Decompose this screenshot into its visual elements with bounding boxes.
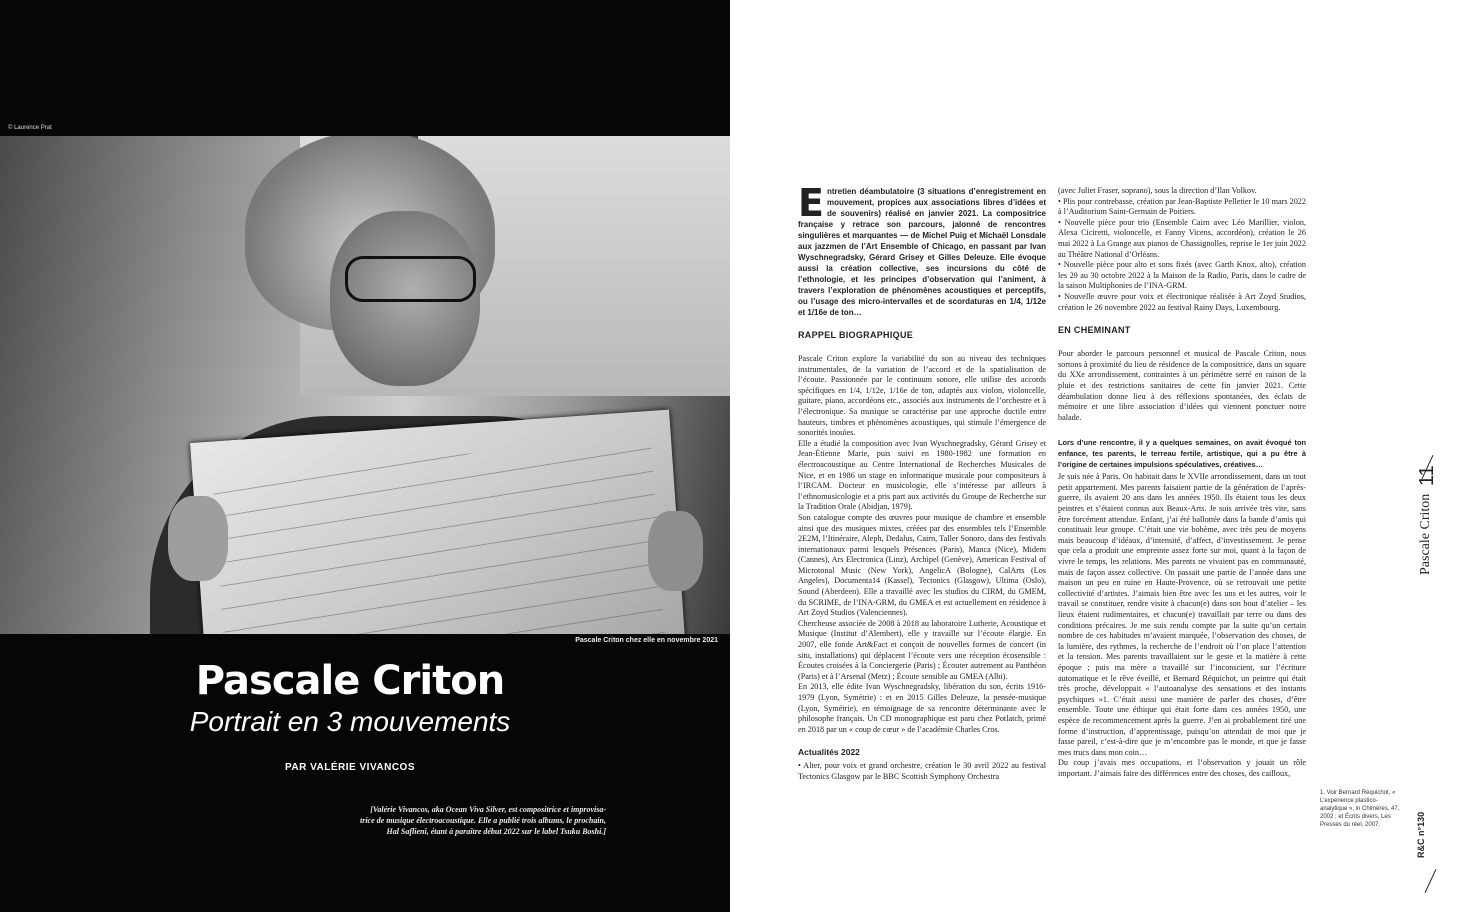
article-title: Pascale Criton: [195, 658, 505, 704]
author-byline: PAR VALÉRIE VIVANCOS: [284, 762, 415, 773]
paragraph: En 2013, elle édite Ivan Wyschnegradsky, libération du son, écrits 1916-1979 (Lyon, Symétrie) : et en 2015 Gilles Deleuze, la pensée-musique (Lyon, Symétrie), en témoignage de sa rencontre déterminante avec le philosophe français. Un CD monographique est paru chez Potlatch, primé en 2018 par un « coup de cœur » de l’académie Charles Cros.: [798, 682, 1046, 734]
music-score-sheet: [190, 410, 690, 634]
section-heading-walk: EN CHEMINANT: [1058, 325, 1131, 336]
paragraph: Je suis née à Paris. On habitait dans le XVIIe arrondissement, dans un tout petit appartement. Mes parents faisaient partie de la génération de l’après-guerre, ils avaient 20 ans dans les années 1950. Ils étaient tous les deux peintres et s’étaient connus aux Beaux-Arts. Je suis arrivée très vite, sans être forcément attendue. Enfant, j’ai été ballottée dans la bande d’amis qui constituait leur groupe. C’était une vie bohème, avec très peu de moyens mais beaucoup d’idéaux, d’intensité, d’affect, d’investissement. Je pense que cela a produit une empreinte assez forte sur moi, quant à la façon de vivre le temps, les relations. Mes parents ne vivaient pas en communauté, mais de façon assez collective. On passait une partie de l’année dans une maison un peu en ruine en Haute-Provence, où se retrouvait une petite collectivité d’artistes. J’aimais bien être avec les uns et les autres, voir le travail se constituer, rendre visite à chacun(e) dans son bout d’atelier – les lieux étaient rudimentaires, et chacun(e) travaillait par terre ou dans des conditions précaires. Je me suis rendu compte par la suite qu’un certain nombre de ces habitudes m’avaient marquée, l’observation des choses, de la lumière, des rythmes, la recherche de l’endroit où l’on place l’attention et la tension. Mes parents travaillaient sur le geste et la matière à cette époque ; puis ma mère a travaillé sur l’inconscient, sur l’écriture automatique et le rêve éveillé, et Bernard Réquichot, un peintre qui était très proche, développait « l’autoanalyse des sensations et des instants psychiques »1. C’était aussi une manière de parler des choses, d’être ensemble. Toute une éthique qui était forte dans ces années 1950, une espèce de recommencement après la guerre. J’en ai probablement tiré une forme d’instruction, d’apprentissage, puisqu’on attendait de moi que je fasse pareil, c’est-à-dire que je m’encombre pas le monde, et que je fasse mes trucs dans mon coin…: [1058, 472, 1306, 757]
interview-question: Lors d’une rencontre, il y a quelques semaines, on avait évoqué ton enfance, tes parents, le terreau fertile, artistique, qui a pu être à l’origine de certaines impulsions spéculatives, créatives…: [1058, 438, 1306, 470]
news-item: • Nouvelle œuvre pour voix et électronique réalisée à Art Zoyd Studios, création le 26 novembre 2022 au festival Rainy Days, Luxembourg.: [1058, 291, 1306, 312]
page-number: 11: [1416, 465, 1438, 486]
paragraph: Pour aborder le parcours personnel et musical de Pascale Criton, nous sortons à proximité du lieu de résidence de la compositrice, dans un square du XXe arrondissement, contraintes à un périmètre serré en raison de la pluie et des restrictions sanitaires de cette fin janvier 2021. Cette déambulation donne lieu à des réflexions spontanées, des éclats de mémoire et une libre association d’idées qui viennent ponctuer notre balade.: [1058, 349, 1306, 422]
subheading-news: Actualités 2022: [798, 747, 860, 758]
paragraph: Elle a étudié la composition avec Ivan Wyschnegradsky, Gérard Grisey et Jean-Étienne Marie, puis suivi en 1980-1982 une formation en électroacoustique au Centre International de Recherches Musicales de Nice, et en 1986 un stage en informatique musicale pour compositeurs à l’IRCAM. Docteur en musicologie, elle s’intéresse par ailleurs à l’ethnomusicologie et a pris part aux activités du Groupe de Recherche sur la Tradition Orale (Abidjan, 1979).: [798, 438, 1046, 512]
news-item: • Plis pour contrebasse, création par Jean-Baptiste Pelletier le 10 mars 2022 à l’Auditorium Saint-Germain de Poitiers.: [1058, 196, 1306, 217]
news-item-cont: (avec Juliet Fraser, soprano), sous la direction d’Ilan Volkov.: [1058, 186, 1257, 195]
paragraph: Pascale Criton explore la variabilité du son au niveau des techniques instrumentales, de la variation de l’accord et de la spatialisation de l’écoute. Passionnée par le continuum sonore, elle utilise des accords spécifiques en 1/4, 1/12e, 1/16e de ton, adaptés aux violon, violoncelle, guitare, piano, accordéons etc., associés aux instruments de l’orchestre et à l’électronique. Sa musique se caractérise par une approche ductile entre hauteurs, timbres et phénomènes acoustiques, qui stimule l’émergence de sonorités inouïes.: [798, 354, 1046, 438]
author-note: [Valérie Vivancos, aka Ocean Viva Silver, est compositrice et improvisa- trice de musique électroacoustique. Elle a publié trois albums, le prochain, Hal Saflieni, étant à paraître début 2022 sur le label Tsuku Boshi.]: [359, 805, 606, 836]
paragraph: Du coup j’avais mes occupations, et l’observation y jouait un rôle important. J’aimais faire des différences entre des choses, des cailloux,: [1058, 758, 1306, 778]
news-item: • Nouvelle pièce pour alto et sons fixés (avec Garth Knox, alto), création les 29 au 30 octobre 2022 à la Maison de la Radio, Paris, dans le cadre de la saison Multiphonies de l’INA-GRM.: [1058, 260, 1306, 291]
drop-cap: E: [798, 181, 824, 225]
right-page: Entretien déambulatoire (3 situations d’enregistrement en mouvement, propices aux associations libres d’idées et de souvenirs) réalisé en janvier 2021. La compositrice française y retrace son parcours, jalonné de rencontres singulières et marquantes — de Michel Puig et Michaël Lonsdale aux jazzmen de l’Art Ensemble of Chicago, en passant par Ivan Wyschnegradsky, Gérard Grisey et Gilles Deleuze. Elle évoque aussi la création collective, ses incursions du côté de l’ethnologie, et les principes d’observation qui l’animent, à travers l’exploration de phénomènes acoustiques et perceptifs, ou l’usage des micro-intervalles et de scordaturas en 1/4, 1/12e et 1/16e de ton… RAPPEL BIOGRAPHIQUE Pascale Criton explore la variabilité du son au niveau des techniques instrumentales, de la variation de l’accord et de la spatialisation de l’écoute. Passionnée par le continuum sonore, elle utilise des accords spécifiques en 1/4, 1/12e, 1/16e de ton, adaptés aux violon, violoncelle, guitare, piano, accordéons etc., associés aux instruments de l’orchestre et à l’électronique. Sa musique se caractérise par une approche ductile entre hauteurs, timbres et phénomènes acoustiques, qui stimule l’émergence de sonorités inouïes. Elle a étudié la composition avec Ivan Wyschnegradsky, Gérard Grisey et Jean-Étienne Marie, puis suivi en 1980-1982 une formation en électroacoustique au Centre International de Recherches Musicales de Nice, et en 1986 un stage en informatique musicale pour compositeurs à l’IRCAM. Docteur en musicologie, elle s’intéresse par ailleurs à l’ethnomusicologie et a pris part aux activités du Groupe de Recherche sur la Tradition Orale (Abidjan, 1979). Son catalogue compte des œuvres pour musique de chambre et ensemble ainsi que des musiques mixtes, créées par des ensembles tels l’Ensemble 2E2M, l’Itinéraire, Aleph, Dedalus, Cairn, Taller Sonoro, dans des festivals internationaux parmi lesquels Présences (Paris), Manca (Nice), Midem (Cannes), Ars Electronica (Linz), Archipel (Genève), American Festival of Microtonal Music (New York), AngelicA (Bologne), CalArts (Los Angeles), Documenta14 (Kassel), Tectonics (Glasgow), Ultima (Oslo), Sound (Aberdeen). Elle a travaillé avec les studios du CIRM, du GMEM, du SCRIME, de l’INA-GRM, du GMEA et est actuellement en résidence à Art Zoyd Studios (Valenciennes). Chercheuse associée de 2008 à 2018 au laboratoire Lutherie, Acoustique et Musique (Institut d’Alembert), elle y travaille sur l’écoute élargie. En 2007, elle fonde Art&Fact et conçoit de nouvelles formes de concert (in situ, installations) qui déplacent l’écoute vers une réception écosensible : Écoutes croisées à la Conciergerie (Paris) ; Écouter autrement au Panthéon (Paris) et à l’Arsenal (Metz) ; Écoute sensible au GMEA (Albi). En 2013, elle édite Ivan Wyschnegradsky, libération du son, écrits 1916-1979 (Lyon, Symétrie) : et en 2015 Gilles Deleuze, la pensée-musique (Lyon, Symétrie), en témoignage de sa rencontre déterminante avec le philosophe français. Un CD monographique est paru chez Potlatch, primé en 2018 par un « coup de cœur » de l’académie Charles Cros. Actualités 2022 • Alter, pour voix et grand orchestre, création le 30 avril 2022 au festival Tectonics Glasgow par le BBC Scottish Symphony Orchestra (avec Juliet Fraser, soprano), sous la direction d’Ilan Volkov. • Plis pour contrebasse, création par Jean-Baptiste Pelletier le 10 mars 2022 à l’Auditorium Saint-Germain de Poitiers. • Nouvelle pièce pour trio (Ensemble Cairn avec Léo Marillier, violon, Alexa Ciciretti, violoncelle, et Fanny Vicens, accordéon), création le 26 mai 2022 à La Grange aux pianos de Chassignolles, reprise le 1er juin 2022 au Théâtre National d’Orléans. • Nouvelle pièce pour alto et sons fixés (avec Garth Knox, alto), création les 29 au 30 octobre 2022 à la Maison de la Radio, Paris, dans le cadre de la saison Multiphonies de l’INA-GRM. • Nouvelle œuvre pour voix et électronique réalisée à Art Zoyd Studios, création le 26 novembre 2022 au festival Rainy Days, Luxembourg. EN CHEMINANT Pour aborder le parcours personnel et musical de Pascale Criton, nous sortons à proximité du lieu de résidence de la compositrice, dans un square du XXe arrondissement, contraintes à un périmètre serré en raison de la pluie et des restrictions sanitaires de cette fin janvier 2021. Cette déambulation donne lieu à des réflexions spontanées, des éclats de mémoire et une libre association d’idées qui viennent ponctuer notre balade. Lors d’une rencontre, il y a quelques semaines, on avait évoqué ton enfance, tes parents, le terreau fertile, artistique, qui a pu être à l’origine de certaines impulsions spéculatives, créatives… Je suis née à Paris. On habitait dans le XVIIe arrondissement, dans un tout petit appartement. Mes parents faisaient partie de la génération de l’après-guerre, ils avaient 20 ans dans les années 1950. Ils étaient tous les deux peintres et s’étaient connus aux Beaux-Arts. Je suis arrivée très vite, sans être forcément attendue. Enfant, j’ai été ballottée dans la bande d’amis qui constituait leur groupe. C’était une vie bohème, avec très peu de moyens mais beaucoup d’idéaux, d’intensité, d’affect, d’investissement. Je pense que cela a produit une empreinte assez forte sur moi, quant à la façon de vivre le temps, les relations. Mes parents ne vivaient pas en communauté, mais de façon assez collective. On passait une partie de l’année dans une maison un peu en ruine en Haute-Provence, où se retrouvait une petite collectivité d’artistes. J’aimais bien être avec les uns et les autres, voir le travail se constituer, rendre visite à chacun(e) dans son bout d’atelier – les lieux étaient rudimentaires, et chacun(e) travaillait par terre ou dans des conditions précaires. Je me suis rendu compte par la suite qu’un certain nombre de ces habitudes m’avaient marquée, l’observation des choses, de la lumière, des rythmes, la recherche de l’endroit où l’on place l’attention et la tension. Mes parents travaillaient sur le geste et la matière à cette époque ; puis ma mère a travaillé sur l’inconscient, sur l’écriture automatique et le rêve éveillé, et Bernard Réquichot, un peintre qui était très proche, développait « l’autoanalyse des sensations et des instants psychiques »1. C’était aussi une manière de parler des choses, d’être ensemble. Toute une éthique qui était forte dans ces années 1950, une espèce de recommencement après la guerre. J’en ai probablement tiré une forme d’instruction, d’apprentissage, puisqu’on attendait de moi que je fasse pareil, c’est-à-dire que je m’encombre pas le monde, et que je fasse mes trucs dans mon coin… Du coup j’avais mes occupations, et l’observation y jouait un rôle important. J’aimais faire des différences entre des choses, des cailloux, 1. Voir Bernard Réquichot, « L’expérience plastico-analytique », in Chimères, 47, 2002 ; et Écrits divers, Les Presses du réel, 2007. 11 Pascale Criton R&C n°130: [730, 0, 1460, 912]
glasses-icon: [345, 256, 476, 302]
divider-slash: [1425, 869, 1437, 893]
footnote: 1. Voir Bernard Réquichot, « L’expérience plastico-analytique », in Chimères, 47, 2002 ; et Écrits divers, Les Presses du réel, 2007.: [1320, 790, 1400, 828]
intro-paragraph: Entretien déambulatoire (3 situations d’enregistrement en mouvement, propices aux associations libres d’idées et de souvenirs) réalisé en janvier 2021. La compositrice française y retrace son parcours, jalonné de rencontres singulières et marquantes — de Michel Puig et Michaël Lonsdale aux jazzmen de l’Art Ensemble of Chicago, en passant par Ivan Wyschnegradsky, Gérard Grisey et Gilles Deleuze. Elle évoque aussi la création collective, ses incursions du côté de l’ethnologie, et les principes d’observation qui l’animent, à travers l’exploration de phénomènes acoustiques et perceptifs, ou l’usage des micro-intervalles et de scordaturas en 1/4, 1/12e et 1/16e de ton…: [798, 181, 1046, 317]
photo-caption: Pascale Criton chez elle en novembre 2021: [575, 637, 718, 644]
photo-credit: © Laurence Prat: [8, 125, 52, 131]
section-heading-bio: RAPPEL BIOGRAPHIQUE: [798, 330, 914, 340]
news-item: • Alter, pour voix et grand orchestre, création le 30 avril 2022 au festival Tectonics Glasgow par le BBC Scottish Symphony Orchestra: [798, 761, 1046, 781]
text-column-1: [798, 181, 1046, 783]
paragraph: Son catalogue compte des œuvres pour musique de chambre et ensemble ainsi que des musiques mixtes, créées par des ensembles tels l’Ensemble 2E2M, l’Itinéraire, Aleph, Dedalus, Cairn, Taller Sonoro, dans des festivals internationaux parmi lesquels Présences (Paris), Manca (Nice), Midem (Cannes), Ars Electronica (Linz), Archipel (Genève), American Festival of Microtonal Music (New York), AngelicA (Bologne), CalArts (Los Angeles), Documenta14 (Kassel), Tectonics (Glasgow), Ultima (Oslo), Sound (Aberdeen). Elle a travaillé avec les studios du CIRM, du GMEM, du SCRIME, de l’INA-GRM, du GMEA et est actuellement en résidence à Art Zoyd Studios (Valenciennes).: [798, 512, 1046, 618]
news-item: • Nouvelle pièce pour trio (Ensemble Cairn avec Léo Marillier, violon, Alexa Ciciretti, violoncelle, et Fanny Vicens, accordéon), création le 26 mai 2022 à La Grange aux pianos de Chassignolles, reprise le 1er juin 2022 au Théâtre National d’Orléans.: [1058, 217, 1306, 259]
issue-label: R&C n°130: [1416, 811, 1426, 858]
text-column-2: [1058, 186, 1306, 780]
article-subtitle: Portrait en 3 mouvements: [189, 706, 511, 737]
portrait-photo: [0, 136, 730, 634]
paragraph: Chercheuse associée de 2008 à 2018 au laboratoire Lutherie, Acoustique et Musique (Institut d’Alembert), elle y travaille sur l’écoute élargie. En 2007, elle fonde Art&Fact et conçoit de nouvelles formes de concert (in situ, installations) qui déplacent l’écoute vers une réception écosensible : Écoutes croisées à la Conciergerie (Paris) ; Écouter autrement au Panthéon (Paris) et à l’Arsenal (Metz) ; Écoute sensible au GMEA (Albi).: [798, 618, 1046, 681]
